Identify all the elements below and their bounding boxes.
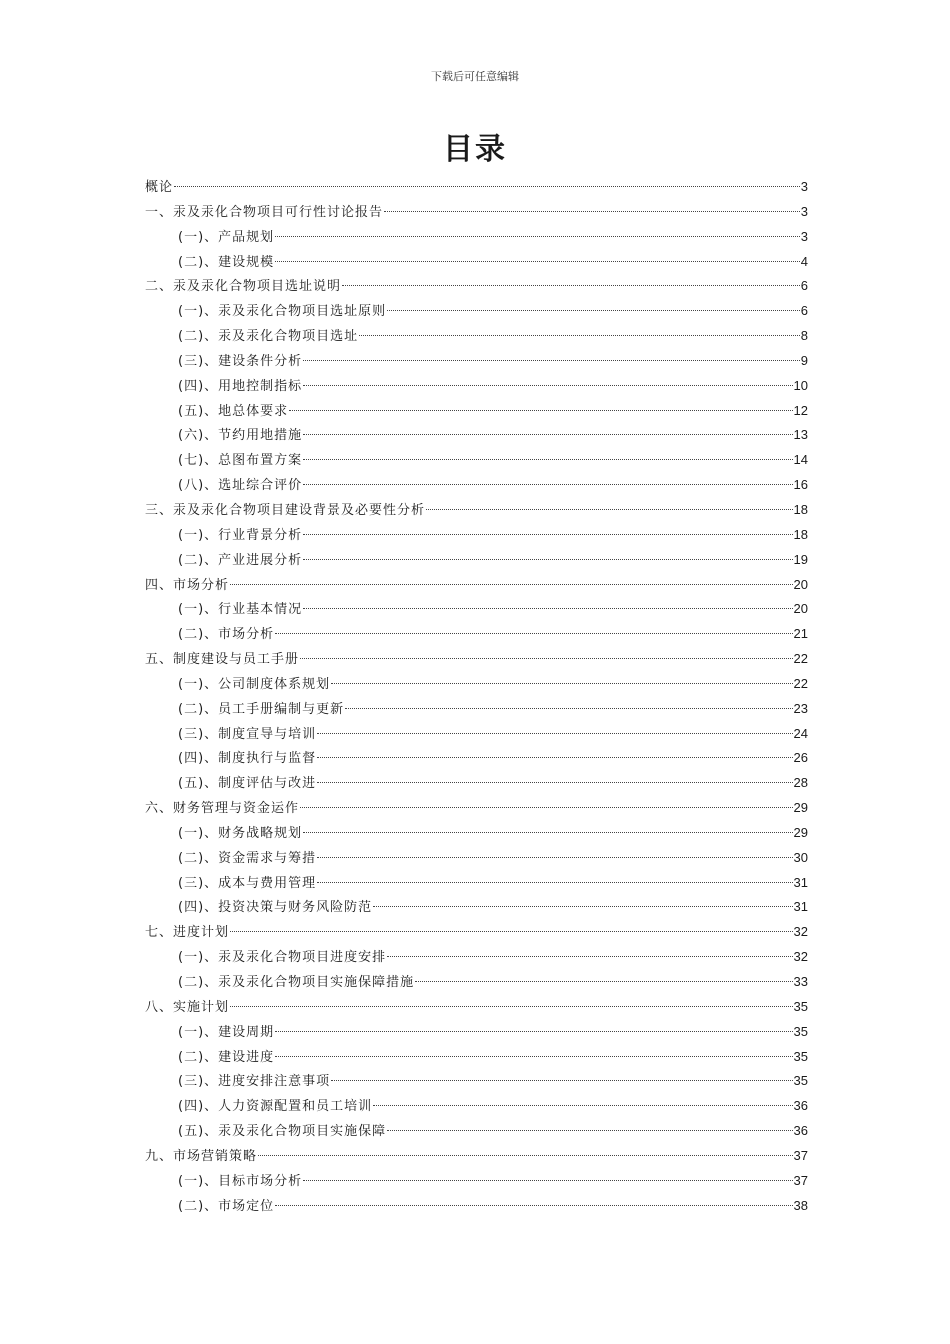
toc-entry[interactable] bbox=[145, 995, 808, 1020]
toc-entry-label: 概论 bbox=[145, 180, 174, 195]
toc-entry-label: 五、制度建设与员工手册 bbox=[145, 652, 300, 668]
toc-entry-page: 32 bbox=[793, 924, 808, 940]
toc-entry[interactable] bbox=[145, 597, 808, 622]
toc-entry-label: (一)、财务战略规划 bbox=[178, 825, 303, 841]
toc-entry[interactable] bbox=[145, 225, 808, 250]
dot-leader bbox=[387, 310, 800, 311]
toc-entry[interactable] bbox=[145, 324, 808, 349]
toc-entry[interactable] bbox=[145, 796, 808, 821]
toc-entry-label: (七)、总图布置方案 bbox=[178, 453, 303, 469]
toc-entry[interactable] bbox=[145, 1045, 808, 1070]
toc-entry-page: 6 bbox=[800, 278, 808, 294]
dot-leader bbox=[317, 857, 792, 858]
toc-entry[interactable] bbox=[145, 945, 808, 970]
toc-entry[interactable] bbox=[145, 622, 808, 647]
dot-leader bbox=[317, 782, 792, 783]
dot-leader bbox=[317, 757, 792, 758]
toc-entry-page: 12 bbox=[793, 402, 808, 418]
dot-leader bbox=[387, 1130, 792, 1131]
toc-entry-label: 二、汞及汞化合物项目选址说明 bbox=[145, 279, 342, 295]
toc-entry-page: 24 bbox=[793, 725, 808, 741]
toc-entry-page: 35 bbox=[793, 1023, 808, 1039]
toc-entry-label: 三、汞及汞化合物项目建设背景及必要性分析 bbox=[145, 502, 426, 518]
toc-entry[interactable] bbox=[145, 871, 808, 896]
toc-entry-page: 35 bbox=[793, 998, 808, 1014]
toc-entry[interactable] bbox=[145, 1094, 808, 1119]
toc-entry[interactable] bbox=[145, 697, 808, 722]
toc-entry-label: (二)、汞及汞化合物项目选址 bbox=[178, 329, 359, 345]
dot-leader bbox=[303, 559, 792, 560]
toc-entry-label: (四)、制度执行与监督 bbox=[178, 751, 317, 767]
toc-entry-page: 32 bbox=[793, 949, 808, 965]
toc-entry[interactable] bbox=[145, 647, 808, 672]
toc-entry-label: (二)、资金需求与筹措 bbox=[178, 850, 317, 866]
toc-entry-page: 22 bbox=[793, 675, 808, 691]
toc-entry-page: 35 bbox=[793, 1073, 808, 1089]
toc-entry-label: (六)、节约用地措施 bbox=[178, 428, 303, 444]
dot-leader bbox=[303, 608, 792, 609]
dot-leader bbox=[275, 1056, 792, 1057]
toc-entry-page: 3 bbox=[800, 179, 808, 194]
dot-leader bbox=[303, 1180, 792, 1181]
dot-leader bbox=[345, 708, 792, 709]
toc-entry-label: (三)、制度宣导与培训 bbox=[178, 726, 317, 742]
toc-entry-page: 26 bbox=[793, 750, 808, 766]
header-note: 下载后可任意编辑 bbox=[431, 70, 519, 83]
toc-entry-label: (三)、进度安排注意事项 bbox=[178, 1074, 331, 1090]
toc-entry-page: 20 bbox=[793, 601, 808, 617]
dot-leader bbox=[230, 931, 793, 932]
toc-entry[interactable] bbox=[145, 423, 808, 448]
toc-entry[interactable] bbox=[145, 250, 808, 275]
toc-entry[interactable] bbox=[145, 299, 808, 324]
dot-leader bbox=[300, 807, 793, 808]
toc-entry-page: 31 bbox=[793, 899, 808, 915]
toc-entry[interactable] bbox=[145, 573, 808, 598]
dot-leader bbox=[275, 261, 800, 262]
toc-entry-page: 9 bbox=[800, 352, 808, 368]
toc-entry-label: 六、财务管理与资金运作 bbox=[145, 801, 300, 817]
dot-leader bbox=[373, 906, 792, 907]
toc-entry[interactable] bbox=[145, 448, 808, 473]
toc-entry[interactable] bbox=[145, 920, 808, 945]
toc-entry[interactable] bbox=[145, 523, 808, 548]
dot-leader bbox=[174, 186, 800, 187]
toc-entry[interactable] bbox=[145, 349, 808, 374]
toc-title: 目录 bbox=[443, 132, 507, 167]
dot-leader bbox=[415, 981, 792, 982]
toc-entry-page: 22 bbox=[793, 651, 808, 667]
toc-entry-page: 36 bbox=[793, 1098, 808, 1114]
toc-entry-label: (一)、行业背景分析 bbox=[178, 527, 303, 543]
toc-entry-page: 8 bbox=[800, 328, 808, 344]
toc-entry-label: (二)、建设规模 bbox=[178, 254, 275, 270]
toc-entry-label: (二)、汞及汞化合物项目实施保障措施 bbox=[178, 975, 415, 990]
dot-leader bbox=[387, 956, 792, 957]
toc-entry-label: (四)、投资决策与财务风险防范 bbox=[178, 900, 373, 916]
toc-entry[interactable] bbox=[145, 548, 808, 573]
toc-entry[interactable] bbox=[145, 746, 808, 771]
toc-entry-label: (五)、汞及汞化合物项目实施保障 bbox=[178, 1124, 387, 1140]
dot-leader bbox=[303, 360, 800, 361]
toc-entry[interactable] bbox=[145, 1119, 808, 1144]
dot-leader bbox=[317, 882, 792, 883]
toc-entry-label: (二)、产业进展分析 bbox=[178, 552, 303, 568]
toc-entry-label: (一)、建设周期 bbox=[178, 1024, 275, 1040]
dot-leader bbox=[426, 509, 793, 510]
toc-entry-page: 28 bbox=[793, 775, 808, 791]
toc-entry-page: 10 bbox=[793, 377, 808, 393]
toc-entry-page: 6 bbox=[800, 303, 808, 319]
dot-leader bbox=[230, 584, 793, 585]
toc-entry-label: (一)、汞及汞化合物项目选址原则 bbox=[178, 304, 387, 320]
dot-leader bbox=[331, 1080, 792, 1081]
dot-leader bbox=[275, 633, 792, 634]
toc-entry-page: 37 bbox=[793, 1172, 808, 1188]
toc-entry-label: 七、进度计划 bbox=[145, 925, 230, 941]
dot-leader bbox=[384, 211, 800, 212]
dot-leader bbox=[275, 236, 800, 237]
toc-entry[interactable] bbox=[145, 895, 808, 920]
toc-entry-page: 31 bbox=[793, 874, 808, 890]
toc-entry-page: 35 bbox=[793, 1048, 808, 1064]
toc-entry-label: (一)、目标市场分析 bbox=[178, 1173, 303, 1189]
dot-leader bbox=[303, 832, 792, 833]
toc-entry-label: (二)、市场定位 bbox=[178, 1198, 275, 1214]
dot-leader bbox=[303, 459, 792, 460]
toc-entry-label: 四、市场分析 bbox=[145, 577, 230, 593]
toc-entry-label: (一)、产品规划 bbox=[178, 229, 275, 245]
toc-entry-label: (一)、公司制度体系规划 bbox=[178, 676, 331, 692]
toc-entry[interactable] bbox=[145, 498, 808, 523]
dot-leader bbox=[317, 733, 792, 734]
dot-leader bbox=[303, 434, 792, 435]
toc-entry-page: 13 bbox=[793, 427, 808, 443]
toc-entry-page: 30 bbox=[793, 849, 808, 865]
toc-entry-page: 18 bbox=[793, 526, 808, 542]
toc-entry-label: 一、汞及汞化合物项目可行性讨论报告 bbox=[145, 204, 384, 220]
toc-entry-label: (五)、地总体要求 bbox=[178, 403, 289, 419]
toc-entry[interactable] bbox=[145, 374, 808, 399]
dot-leader bbox=[275, 1031, 792, 1032]
toc-entry[interactable] bbox=[145, 771, 808, 796]
toc-entry-label: (四)、用地控制指标 bbox=[178, 378, 303, 394]
dot-leader bbox=[342, 285, 800, 286]
toc-entry-label: 八、实施计划 bbox=[145, 999, 230, 1015]
dot-leader bbox=[289, 410, 792, 411]
dot-leader bbox=[359, 335, 800, 336]
toc-list bbox=[145, 175, 808, 1218]
toc-entry-page: 3 bbox=[800, 203, 808, 219]
toc-entry[interactable] bbox=[145, 821, 808, 846]
toc-entry[interactable] bbox=[145, 970, 808, 995]
toc-entry-page: 20 bbox=[793, 576, 808, 592]
toc-entry-label: (一)、行业基本情况 bbox=[178, 602, 303, 618]
toc-entry-label: (八)、选址综合评价 bbox=[178, 478, 303, 494]
toc-entry-label: (三)、成本与费用管理 bbox=[178, 875, 317, 891]
toc-entry-page: 19 bbox=[793, 551, 808, 567]
toc-entry-page: 38 bbox=[793, 1197, 808, 1213]
toc-entry-page: 37 bbox=[793, 1147, 808, 1163]
toc-entry[interactable] bbox=[145, 672, 808, 697]
toc-entry-page: 16 bbox=[793, 477, 808, 493]
dot-leader bbox=[373, 1105, 792, 1106]
dot-leader bbox=[230, 1006, 793, 1007]
toc-entry-page: 29 bbox=[793, 800, 808, 816]
toc-entry-page: 21 bbox=[793, 626, 808, 642]
dot-leader bbox=[258, 1155, 793, 1156]
toc-entry[interactable] bbox=[145, 274, 808, 299]
dot-leader bbox=[303, 484, 792, 485]
toc-entry[interactable] bbox=[145, 1020, 808, 1045]
toc-entry-page: 33 bbox=[793, 974, 808, 989]
toc-entry-label: (二)、建设进度 bbox=[178, 1049, 275, 1065]
toc-entry-page: 29 bbox=[793, 824, 808, 840]
toc-entry[interactable] bbox=[145, 175, 808, 200]
toc-entry-label: (三)、建设条件分析 bbox=[178, 353, 303, 369]
toc-entry[interactable] bbox=[145, 1144, 808, 1169]
toc-entry[interactable] bbox=[145, 1169, 808, 1194]
toc-entry-label: (二)、市场分析 bbox=[178, 627, 275, 643]
toc-entry-label: (二)、员工手册编制与更新 bbox=[178, 701, 345, 717]
toc-entry[interactable] bbox=[145, 722, 808, 747]
toc-entry-label: 九、市场营销策略 bbox=[145, 1148, 258, 1164]
dot-leader bbox=[300, 658, 793, 659]
dot-leader bbox=[303, 385, 792, 386]
toc-entry-label: (四)、人力资源配置和员工培训 bbox=[178, 1099, 373, 1115]
toc-entry-label: (五)、制度评估与改进 bbox=[178, 776, 317, 792]
toc-entry-page: 3 bbox=[800, 228, 808, 244]
toc-entry-label: (一)、汞及汞化合物项目进度安排 bbox=[178, 950, 387, 966]
dot-leader bbox=[331, 683, 792, 684]
dot-leader bbox=[303, 534, 792, 535]
toc-entry-page: 36 bbox=[793, 1123, 808, 1139]
toc-entry[interactable] bbox=[145, 200, 808, 225]
dot-leader bbox=[275, 1205, 792, 1206]
toc-entry[interactable] bbox=[145, 846, 808, 871]
toc-entry[interactable] bbox=[145, 1194, 808, 1219]
toc-entry[interactable] bbox=[145, 1069, 808, 1094]
toc-entry-page: 23 bbox=[793, 700, 808, 716]
toc-entry[interactable] bbox=[145, 473, 808, 498]
toc-entry-page: 18 bbox=[793, 501, 808, 517]
toc-entry-page: 14 bbox=[793, 452, 808, 468]
toc-entry[interactable] bbox=[145, 399, 808, 424]
toc-entry-page: 4 bbox=[800, 253, 808, 269]
